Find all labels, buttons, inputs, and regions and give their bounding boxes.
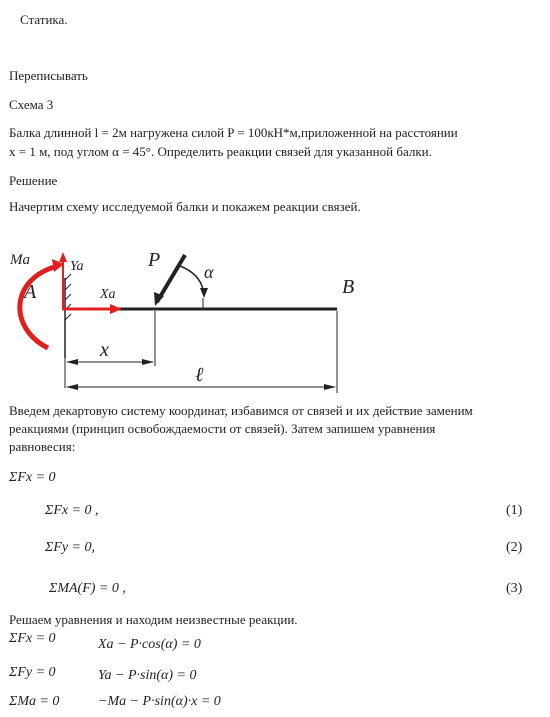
- equation-2-number: (2): [506, 540, 523, 555]
- equation-3-number: (3): [506, 581, 523, 596]
- label-alpha: α: [204, 262, 214, 282]
- solution-text: Начертим схему исследуемой балки и покажем реакции связей.: [9, 199, 361, 214]
- equation-1-number: (1): [506, 503, 523, 518]
- result-3-right: −Ma − P·sin(α)·x = 0: [98, 694, 221, 709]
- result-2-right: Ya − P·sin(α) = 0: [98, 668, 197, 683]
- result-2-left: ΣFy = 0: [9, 665, 56, 680]
- label-p: P: [148, 249, 161, 271]
- xa-arrowhead: [110, 304, 122, 314]
- result-1-right: Xa − P·cos(α) = 0: [98, 637, 201, 652]
- rewrite-label: Переписывать: [9, 68, 88, 83]
- label-b: B: [342, 276, 355, 298]
- result-3-left: ΣMa = 0: [9, 694, 60, 709]
- moment-arc: [20, 266, 58, 348]
- page-title: Статика.: [20, 12, 68, 27]
- solve-text: Решаем уравнения и находим неизвестные реакции.: [9, 612, 298, 627]
- angle-arc: [180, 266, 203, 290]
- problem-line-2: x = 1 м, под углом α = 45°. Определить реакции связей для указанной балки.: [9, 144, 432, 159]
- problem-line-1: Балка длинной l = 2м нагружена силой P = 100кН*м,приложенной на расстоянии: [9, 125, 458, 140]
- dim-x-arrow-r: [142, 359, 154, 365]
- dim-x-arrow-l: [66, 359, 78, 365]
- equation-1: ΣFx = 0 ,: [45, 503, 99, 518]
- dim-l-arrow-l: [66, 384, 78, 390]
- solution-heading: Решение: [9, 173, 58, 188]
- label-ya: Ya: [70, 259, 84, 274]
- label-ma: Ma: [10, 252, 30, 268]
- explain-line-3: равновесия:: [9, 439, 76, 454]
- label-x: x: [100, 339, 109, 361]
- angle-arrowhead: [200, 288, 208, 298]
- label-xa: Xa: [100, 287, 116, 302]
- equation-3: ΣMA(F) = 0 ,: [49, 581, 126, 596]
- beam-diagram: [0, 238, 550, 408]
- ya-arrowhead: [59, 252, 67, 262]
- wall-hatching: [65, 274, 71, 320]
- label-l: ℓ: [195, 364, 204, 386]
- equation-2: ΣFy = 0,: [45, 540, 96, 555]
- label-a: A: [24, 281, 37, 303]
- result-1-left: ΣFx = 0: [9, 631, 56, 646]
- explain-line-1: Введем декартовую систему координат, избавимся от связей и их действие заменим: [9, 403, 473, 418]
- sum-fx-zero: ΣFx = 0: [9, 470, 56, 485]
- dim-l-arrow-r: [324, 384, 336, 390]
- explain-line-2: реакциями (принцип освобождаемости от связей). Затем запишем уравнения: [9, 421, 436, 436]
- scheme-label: Схема 3: [9, 97, 54, 112]
